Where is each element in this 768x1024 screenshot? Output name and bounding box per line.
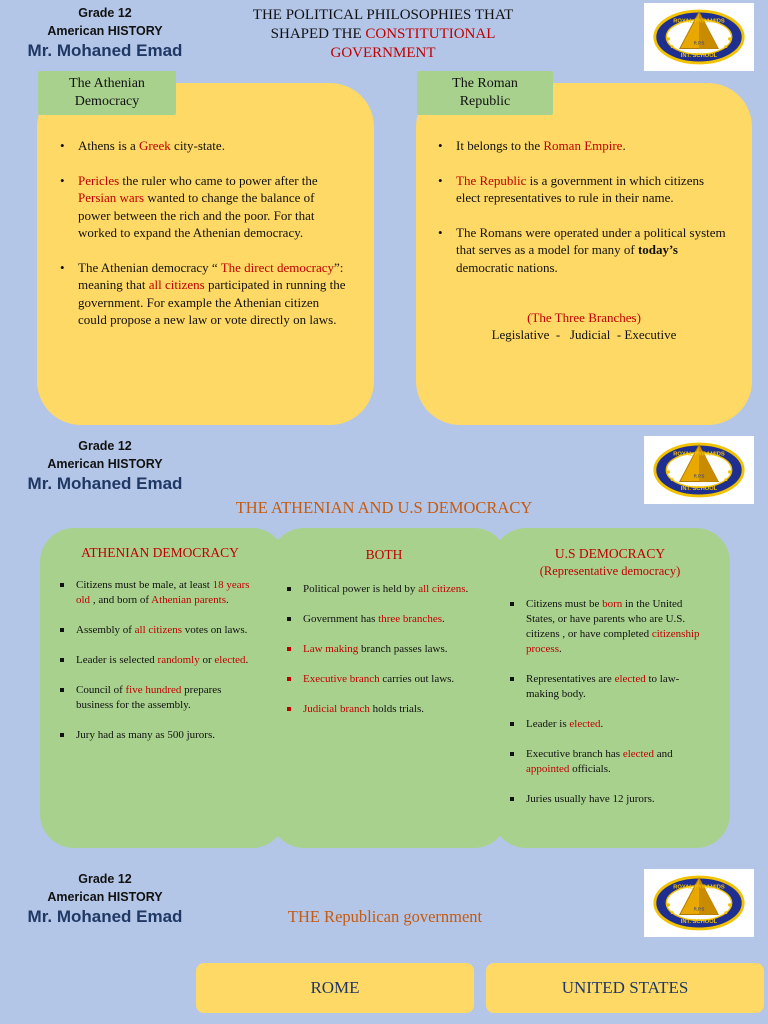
teacher-name: Mr. Mohaned Emad — [27, 907, 183, 926]
course-label: American HISTORY — [47, 24, 163, 38]
both-list — [285, 582, 481, 732]
section-title: THE Republican government — [287, 907, 483, 926]
svg-text:INT. SCHOOL: INT. SCHOOL — [680, 486, 718, 493]
list-item: Representatives are elected to law-making body. — [508, 672, 712, 702]
list-item: Assembly of all citizens votes on laws. — [58, 623, 254, 638]
roman-republic-tab: The Roman Republic — [417, 71, 553, 115]
school-logo — [644, 3, 754, 71]
three-branches-heading: (The Three Branches) — [527, 310, 641, 325]
list-item: Citizens must be male, at least 18 years old , and born of Athenian parents. — [58, 578, 254, 608]
svg-text:R.P.S: R.P.S — [693, 473, 705, 479]
list-item: Citizens must be born in the United States, or have parents who are U.S. citizens , or have completed citizenship process. — [508, 597, 712, 657]
section-title: THE ATHENIAN AND U.S DEMOCRACY — [235, 498, 533, 517]
svg-text:R.P.S: R.P.S — [693, 906, 705, 912]
list-item: Council of five hundred prepares business for the assembly. — [58, 683, 254, 713]
svg-text:ROYAL PYRAMIDS: ROYAL PYRAMIDS — [673, 884, 725, 891]
list-item: Jury had as many as 500 jurors. — [58, 728, 254, 743]
list-item: Executive branch carries out laws. — [285, 672, 481, 687]
both-column-title: BOTH — [365, 547, 403, 562]
athenian-democracy-tab: The Athenian Democracy — [38, 71, 176, 115]
us-column-subtitle: (Representative democracy) — [539, 564, 681, 578]
teacher-name: Mr. Mohaned Emad — [27, 474, 183, 493]
list-item: • It belongs to the Roman Empire. — [438, 137, 728, 155]
list-item: • Athens is a Greek city-state. — [60, 137, 350, 155]
athenian-democracy-list — [58, 578, 254, 758]
grade-label: Grade 12 — [78, 439, 132, 453]
list-item: • The Athenian democracy “ The direct democracy”: meaning that all citizens participated in running the government. For example the Athenian citizen could propose a new law or vote directly on laws. — [60, 259, 350, 329]
list-item: Government has three branches. — [285, 612, 481, 627]
list-item: • The Romans were operated under a political system that serves as a model for many of today’s democratic nations. — [438, 224, 728, 277]
list-item: Political power is held by all citizens. — [285, 582, 481, 597]
three-branches-list: Legislative - Judicial - Executive — [491, 327, 677, 342]
athenian-bullet-list — [60, 137, 350, 346]
course-label: American HISTORY — [47, 457, 163, 471]
svg-text:ROYAL PYRAMIDS: ROYAL PYRAMIDS — [673, 18, 725, 25]
course-label: American HISTORY — [47, 890, 163, 904]
us-column-title: U.S DEMOCRACY — [554, 546, 666, 561]
page-title: THE POLITICAL PHILOSOPHIES THAT SHAPED THE CONSTITUTIONAL GOVERNMENT — [252, 7, 514, 61]
list-item: Juries usually have 12 jurors. — [508, 792, 712, 807]
united-states-button[interactable]: UNITED STATES — [486, 963, 764, 1013]
roman-bullet-list — [438, 137, 728, 293]
grade-label: Grade 12 — [78, 872, 132, 886]
svg-text:INT. SCHOOL: INT. SCHOOL — [680, 53, 718, 60]
pyramid-logo-icon — [651, 439, 747, 501]
grade-label: Grade 12 — [78, 6, 132, 20]
pyramid-logo-icon — [651, 6, 747, 68]
svg-text:ROYAL PYRAMIDS: ROYAL PYRAMIDS — [673, 451, 725, 458]
list-item: • Pericles the ruler who came to power after the Persian wars wanted to change the balance of power between the rich and the poor. For that worked to expand the Athenian democracy. — [60, 172, 350, 242]
pyramid-logo-icon — [651, 872, 747, 934]
svg-text:INT. SCHOOL: INT. SCHOOL — [680, 919, 718, 926]
list-item: Executive branch has elected and appointed officials. — [508, 747, 712, 777]
list-item: Leader is elected. — [508, 717, 712, 732]
list-item: • The Republic is a government in which citizens elect representatives to rule in their name. — [438, 172, 728, 207]
list-item: Judicial branch holds trials. — [285, 702, 481, 717]
athenian-column-title: ATHENIAN DEMOCRACY — [81, 545, 239, 560]
svg-text:R.P.S: R.P.S — [693, 40, 705, 46]
school-logo — [644, 869, 754, 937]
us-democracy-list — [508, 597, 712, 822]
school-logo — [644, 436, 754, 504]
teacher-name: Mr. Mohaned Emad — [27, 41, 183, 60]
list-item: Law making branch passes laws. — [285, 642, 481, 657]
rome-button[interactable]: ROME — [196, 963, 474, 1013]
list-item: Leader is selected randomly or elected. — [58, 653, 254, 668]
